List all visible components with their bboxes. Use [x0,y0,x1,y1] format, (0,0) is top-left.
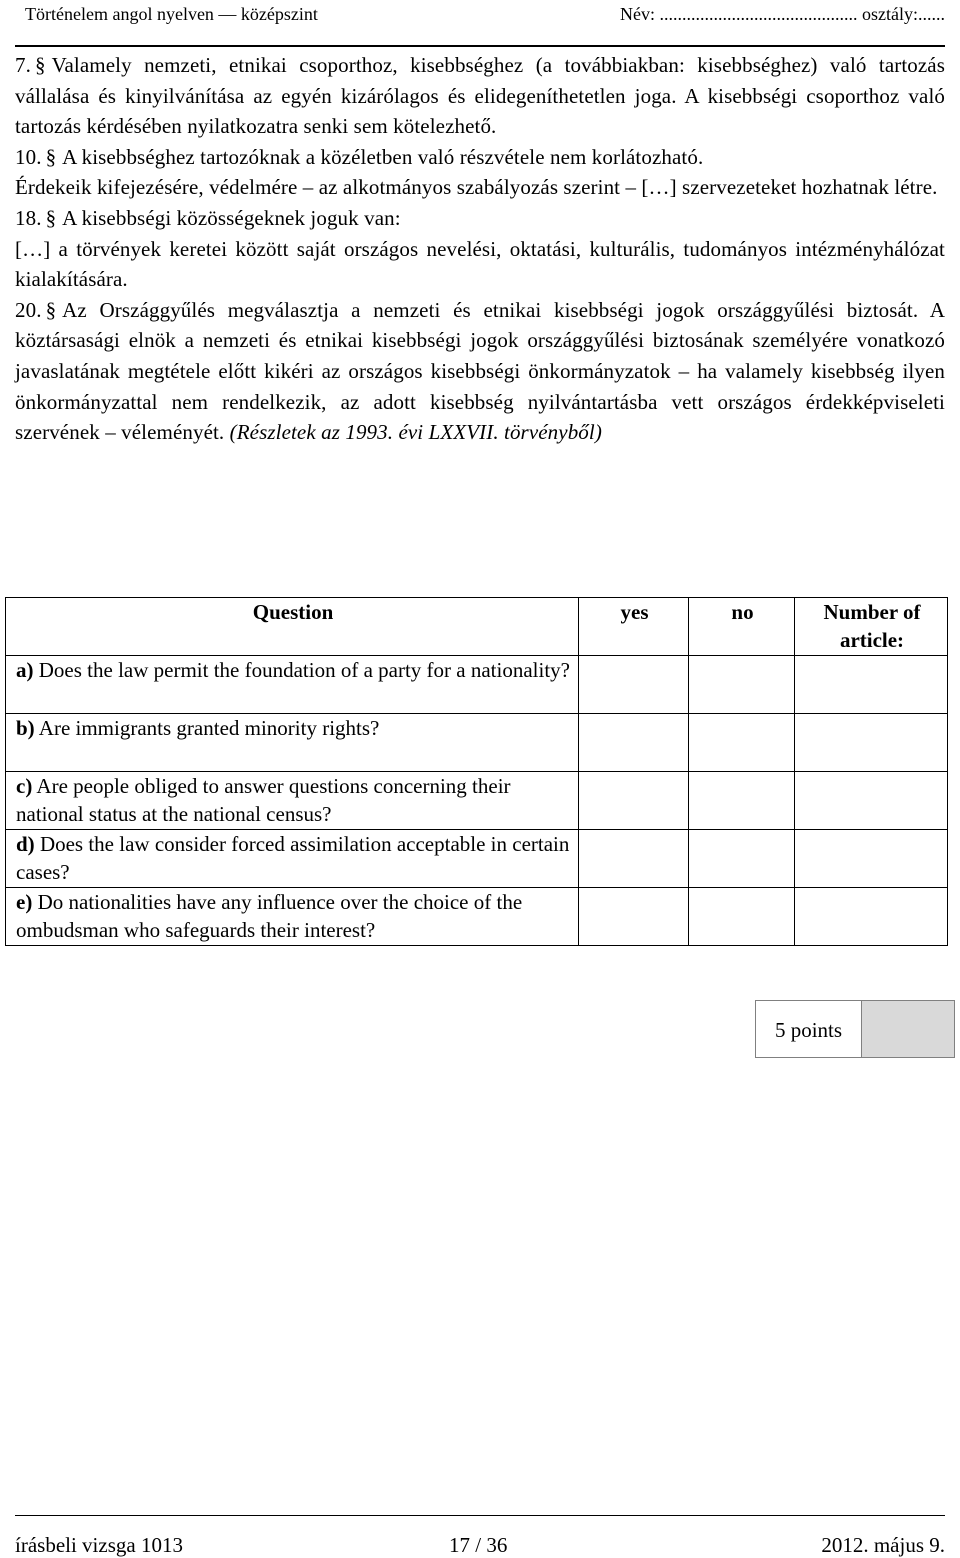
section-symbol: § [45,297,57,322]
table-header-row [6,598,948,656]
question-letter: a) [16,657,34,682]
article-number-cell[interactable] [795,771,948,829]
question-text: Are people obliged to answer questions concerning their national status at the national census? [16,773,511,827]
paragraph-number: 10. [15,144,42,169]
points-score-field[interactable] [862,1001,954,1057]
answer-yes-cell[interactable] [579,655,689,713]
paragraph-text: A kisebbséghez tartozóknak a közéletben való részvétele nem korlátozható. [62,144,704,169]
question-cell [6,713,579,771]
answer-yes-cell[interactable] [579,771,689,829]
table-row [6,655,948,713]
points-label: 5 points [756,1001,862,1057]
column-header-no: no [689,598,795,656]
answer-no-cell[interactable] [689,887,795,945]
question-cell [6,771,579,829]
page-footer [15,1532,945,1558]
header-rule [15,45,945,47]
table-row [6,771,948,829]
paragraph-text: Érdekeik kifejezésére, védelmére – az alkotmányos szabályozás szerint – […] szervezeteket hozhatnak létre. [15,175,938,200]
answer-no-cell[interactable] [689,655,795,713]
paragraph-text: Az Országgyűlés megválasztja a nemzeti és etnikai kisebbségi jogok országgyűlési biztosát. [62,297,919,322]
column-header-article: Number of article: [795,598,948,656]
paragraph-number: 20. [15,297,42,322]
question-text: Are immigrants granted minority rights? [38,715,380,740]
header-subject: Történelem angol nyelven — középszint [25,4,318,24]
question-letter: b) [16,715,35,740]
paragraph-number: 7. [15,53,31,77]
answer-no-cell[interactable] [689,829,795,887]
footer-page-number: 17 / 36 [449,1533,508,1557]
paragraph-text: A köztársasági elnök a nemzeti és etnikai kisebbségi jogok országgyűlési biztosának személyére vonatkozó javaslatának megtétele előtt kikéri az országos kisebbségi önkormányzatok – ha valamely kisebbség ilyen önkormányzattal nem rendelkezik, az adott kisebbség nyilvántartásba vett országos érdekképviseleti szervének – véleményét. [15,297,945,445]
column-header-question: Question [6,598,579,656]
footer-exam-code: írásbeli vizsga 1013 [15,1533,183,1557]
section-symbol: § [45,144,57,169]
points-box [755,1000,955,1058]
section-symbol: § [34,53,46,77]
paragraph-10a [15,142,945,173]
paragraph-7 [15,50,945,142]
question-text: Do nationalities have any influence over the choice of the ombudsman who safeguards their interest? [16,889,523,943]
article-number-cell[interactable] [795,829,948,887]
answer-table [5,597,948,946]
answer-no-cell[interactable] [689,713,795,771]
page-header [15,2,945,26]
footer-date: 2012. május 9. [821,1533,945,1557]
question-letter: e) [16,889,33,914]
answer-yes-cell[interactable] [579,829,689,887]
header-name-class: Név: ............................................ osztály:...... [620,4,945,24]
article-number-cell[interactable] [795,887,948,945]
footer-rule [15,1515,945,1516]
question-letter: d) [16,831,35,856]
column-header-yes: yes [579,598,689,656]
question-letter: c) [16,773,33,798]
paragraph-20 [15,295,945,448]
question-text: Does the law permit the foundation of a party for a nationality? [38,657,570,682]
question-text: Does the law consider forced assimilation acceptable in certain cases? [16,831,570,885]
answer-yes-cell[interactable] [579,887,689,945]
paragraph-text: A kisebbségi közösségeknek joguk van: [62,205,401,230]
source-citation: (Részletek az 1993. évi LXXVII. törvényből) [229,420,602,445]
paragraph-18a [15,203,945,234]
table-row [6,829,948,887]
paragraph-number: 18. [15,205,42,230]
table-row [6,713,948,771]
paragraph-10b [15,172,945,203]
paragraph-18b [15,234,945,295]
source-text [15,50,945,448]
answer-yes-cell[interactable] [579,713,689,771]
paragraph-text: Valamely nemzeti, etnikai csoporthoz, kisebbséghez (a továbbiakban: kisebbséghez) való tartozás vállalása és kinyilvánítása az egyén kizárólagos és elidegeníthetetlen joga. A kisebbségi csoporthoz való tartozás kérdésében nyilatkozatra senki sem kötelezhető. [15,53,945,139]
article-number-cell[interactable] [795,713,948,771]
question-cell [6,887,579,945]
question-cell [6,655,579,713]
table-row [6,887,948,945]
section-symbol: § [45,205,57,230]
paragraph-text: […] a törvények keretei között saját országos nevelési, oktatási, kulturális, tudományos intézményhálózat kialakítására. [15,236,945,292]
article-number-cell[interactable] [795,655,948,713]
answer-no-cell[interactable] [689,771,795,829]
question-cell [6,829,579,887]
